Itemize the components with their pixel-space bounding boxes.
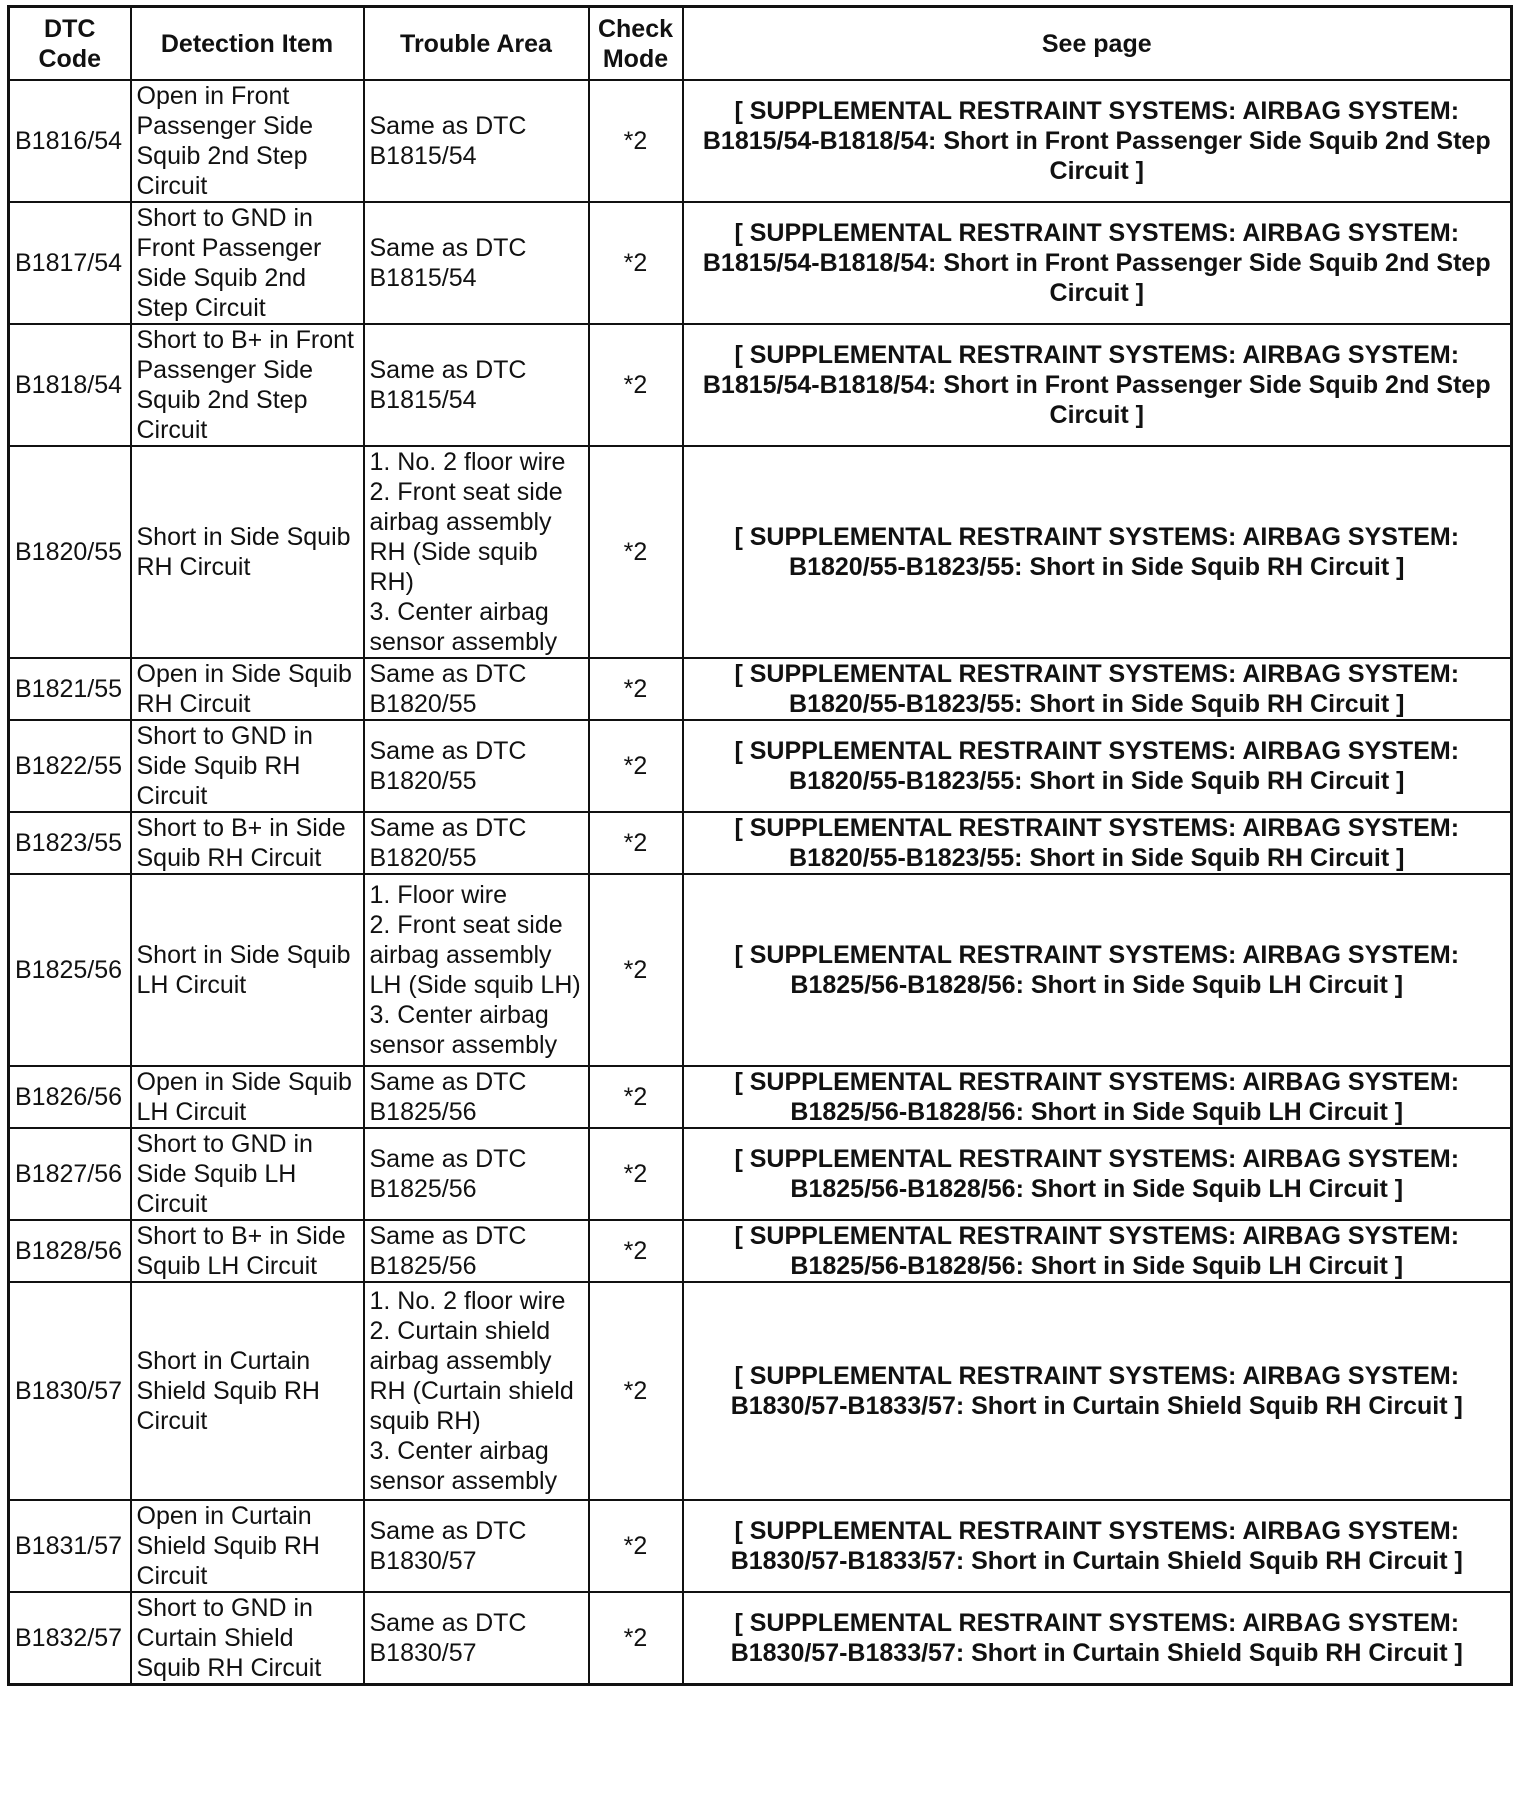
table-row (9, 1128, 1512, 1220)
detection-item-cell: Short in Side Squib RH Circuit (131, 446, 364, 658)
detection-item-cell: Open in Side Squib RH Circuit (131, 658, 364, 720)
table-row (9, 1066, 1512, 1128)
see-page-link[interactable]: [ SUPPLEMENTAL RESTRAINT SYSTEMS: AIRBAG SYSTEM: B1830/57-B1833/57: Short in Curtain Shield Squib RH Circuit ] (683, 1282, 1512, 1500)
dtc-code-cell: B1832/57 (9, 1592, 131, 1685)
detection-item-cell: Short to GND in Side Squib LH Circuit (131, 1128, 364, 1220)
check-mode-cell: *2 (589, 658, 683, 720)
table-row (9, 80, 1512, 202)
dtc-code-cell: B1817/54 (9, 202, 131, 324)
trouble-area-cell: Same as DTC B1830/57 (364, 1592, 589, 1685)
see-page-link[interactable]: [ SUPPLEMENTAL RESTRAINT SYSTEMS: AIRBAG SYSTEM: B1815/54-B1818/54: Short in Front Passenger Side Squib 2nd Step Circuit ] (683, 202, 1512, 324)
dtc-table (7, 5, 1513, 1686)
see-page-link[interactable]: [ SUPPLEMENTAL RESTRAINT SYSTEMS: AIRBAG SYSTEM: B1830/57-B1833/57: Short in Curtain Shield Squib RH Circuit ] (683, 1500, 1512, 1592)
trouble-area-cell: Same as DTC B1815/54 (364, 202, 589, 324)
detection-item-cell: Short to GND in Front Passenger Side Squib 2nd Step Circuit (131, 202, 364, 324)
see-page-link[interactable]: [ SUPPLEMENTAL RESTRAINT SYSTEMS: AIRBAG SYSTEM: B1825/56-B1828/56: Short in Side Squib LH Circuit ] (683, 1066, 1512, 1128)
trouble-area-cell: Same as DTC B1815/54 (364, 324, 589, 446)
detection-item-cell: Short to B+ in Side Squib LH Circuit (131, 1220, 364, 1282)
check-mode-cell: *2 (589, 812, 683, 874)
check-mode-cell: *2 (589, 720, 683, 812)
check-mode-cell: *2 (589, 1592, 683, 1685)
check-mode-cell: *2 (589, 1282, 683, 1500)
check-mode-cell: *2 (589, 874, 683, 1066)
see-page-link[interactable]: [ SUPPLEMENTAL RESTRAINT SYSTEMS: AIRBAG SYSTEM: B1825/56-B1828/56: Short in Side Squib LH Circuit ] (683, 874, 1512, 1066)
trouble-area-cell: Same as DTC B1825/56 (364, 1220, 589, 1282)
see-page-link[interactable]: [ SUPPLEMENTAL RESTRAINT SYSTEMS: AIRBAG SYSTEM: B1815/54-B1818/54: Short in Front Passenger Side Squib 2nd Step Circuit ] (683, 324, 1512, 446)
detection-item-cell: Short to GND in Curtain Shield Squib RH Circuit (131, 1592, 364, 1685)
check-mode-cell: *2 (589, 1220, 683, 1282)
table-row (9, 1592, 1512, 1685)
see-page-link[interactable]: [ SUPPLEMENTAL RESTRAINT SYSTEMS: AIRBAG SYSTEM: B1825/56-B1828/56: Short in Side Squib LH Circuit ] (683, 1128, 1512, 1220)
table-row (9, 874, 1512, 1066)
trouble-area-cell: Same as DTC B1830/57 (364, 1500, 589, 1592)
header-trouble-area: Trouble Area (364, 7, 589, 81)
see-page-link[interactable]: [ SUPPLEMENTAL RESTRAINT SYSTEMS: AIRBAG SYSTEM: B1820/55-B1823/55: Short in Side Squib RH Circuit ] (683, 658, 1512, 720)
table-row (9, 720, 1512, 812)
trouble-area-cell: Same as DTC B1825/56 (364, 1128, 589, 1220)
detection-item-cell: Short in Curtain Shield Squib RH Circuit (131, 1282, 364, 1500)
detection-item-cell: Open in Side Squib LH Circuit (131, 1066, 364, 1128)
trouble-area-cell: Same as DTC B1820/55 (364, 658, 589, 720)
check-mode-cell: *2 (589, 202, 683, 324)
check-mode-cell: *2 (589, 1128, 683, 1220)
trouble-area-cell: Same as DTC B1825/56 (364, 1066, 589, 1128)
dtc-code-cell: B1816/54 (9, 80, 131, 202)
check-mode-cell: *2 (589, 324, 683, 446)
table-row (9, 1220, 1512, 1282)
see-page-link[interactable]: [ SUPPLEMENTAL RESTRAINT SYSTEMS: AIRBAG SYSTEM: B1820/55-B1823/55: Short in Side Squib RH Circuit ] (683, 720, 1512, 812)
header-check-mode: Check Mode (589, 7, 683, 81)
check-mode-cell: *2 (589, 1500, 683, 1592)
check-mode-cell: *2 (589, 1066, 683, 1128)
dtc-code-cell: B1820/55 (9, 446, 131, 658)
dtc-code-cell: B1823/55 (9, 812, 131, 874)
check-mode-cell: *2 (589, 446, 683, 658)
detection-item-cell: Short to B+ in Side Squib RH Circuit (131, 812, 364, 874)
see-page-link[interactable]: [ SUPPLEMENTAL RESTRAINT SYSTEMS: AIRBAG SYSTEM: B1815/54-B1818/54: Short in Front Passenger Side Squib 2nd Step Circuit ] (683, 80, 1512, 202)
trouble-area-cell: 1. No. 2 floor wire 2. Front seat side airbag assembly RH (Side squib RH) 3. Center airbag sensor assembly (364, 446, 589, 658)
header-detection-item: Detection Item (131, 7, 364, 81)
table-header-row (9, 7, 1512, 81)
table-row (9, 812, 1512, 874)
detection-item-cell: Open in Curtain Shield Squib RH Circuit (131, 1500, 364, 1592)
table-row (9, 1500, 1512, 1592)
table-row (9, 324, 1512, 446)
see-page-link[interactable]: [ SUPPLEMENTAL RESTRAINT SYSTEMS: AIRBAG SYSTEM: B1825/56-B1828/56: Short in Side Squib LH Circuit ] (683, 1220, 1512, 1282)
trouble-area-cell: 1. No. 2 floor wire 2. Curtain shield airbag assembly RH (Curtain shield squib RH) 3. Center airbag sensor assembly (364, 1282, 589, 1500)
dtc-code-cell: B1822/55 (9, 720, 131, 812)
trouble-area-cell: 1. Floor wire 2. Front seat side airbag assembly LH (Side squib LH) 3. Center airbag sensor assembly (364, 874, 589, 1066)
dtc-code-cell: B1818/54 (9, 324, 131, 446)
dtc-code-cell: B1821/55 (9, 658, 131, 720)
dtc-code-cell: B1831/57 (9, 1500, 131, 1592)
check-mode-cell: *2 (589, 80, 683, 202)
table-row (9, 658, 1512, 720)
dtc-code-cell: B1826/56 (9, 1066, 131, 1128)
see-page-link[interactable]: [ SUPPLEMENTAL RESTRAINT SYSTEMS: AIRBAG SYSTEM: B1820/55-B1823/55: Short in Side Squib RH Circuit ] (683, 446, 1512, 658)
dtc-code-cell: B1828/56 (9, 1220, 131, 1282)
see-page-link[interactable]: [ SUPPLEMENTAL RESTRAINT SYSTEMS: AIRBAG SYSTEM: B1820/55-B1823/55: Short in Side Squib RH Circuit ] (683, 812, 1512, 874)
detection-item-cell: Short in Side Squib LH Circuit (131, 874, 364, 1066)
header-dtc-code: DTC Code (9, 7, 131, 81)
detection-item-cell: Short to GND in Side Squib RH Circuit (131, 720, 364, 812)
table-row (9, 1282, 1512, 1500)
dtc-table-container (7, 5, 1513, 1686)
detection-item-cell: Short to B+ in Front Passenger Side Squib 2nd Step Circuit (131, 324, 364, 446)
see-page-link[interactable]: [ SUPPLEMENTAL RESTRAINT SYSTEMS: AIRBAG SYSTEM: B1830/57-B1833/57: Short in Curtain Shield Squib RH Circuit ] (683, 1592, 1512, 1685)
trouble-area-cell: Same as DTC B1820/55 (364, 720, 589, 812)
trouble-area-cell: Same as DTC B1815/54 (364, 80, 589, 202)
trouble-area-cell: Same as DTC B1820/55 (364, 812, 589, 874)
header-see-page: See page (683, 7, 1512, 81)
detection-item-cell: Open in Front Passenger Side Squib 2nd Step Circuit (131, 80, 364, 202)
table-row (9, 202, 1512, 324)
table-row (9, 446, 1512, 658)
dtc-code-cell: B1825/56 (9, 874, 131, 1066)
dtc-code-cell: B1830/57 (9, 1282, 131, 1500)
dtc-code-cell: B1827/56 (9, 1128, 131, 1220)
